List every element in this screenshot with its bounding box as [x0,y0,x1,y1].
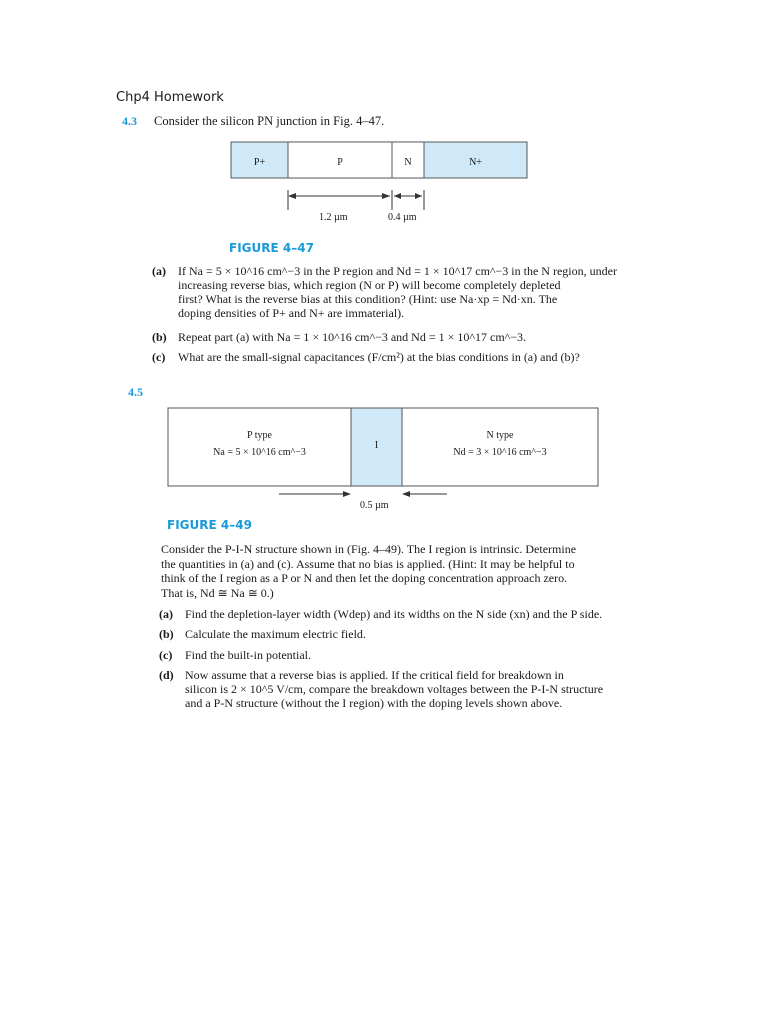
question-4-5-b [159,627,639,641]
question-label: (a) [159,607,173,621]
question-label: (b) [159,627,174,641]
label-n-type: N type [486,430,514,441]
question-4-3-a [152,264,637,320]
problem-4-3-title: Consider the silicon PN junction in Fig. 4–47. [154,114,385,128]
figure-4-47 [230,140,530,230]
question-label: (b) [152,330,167,344]
problem-4-5-number: 4.5 [128,385,143,399]
label-p: P [337,157,343,168]
dimension-1-2um: 1.2 µm [319,212,348,223]
question-text: Find the depletion-layer width (Wdep) and its widths on the N side (xn) and the P side. [185,607,603,621]
figure-4-47-caption: FIGURE 4–47 [229,241,314,255]
label-n: N [404,157,412,168]
question-4-5-d [159,668,649,710]
question-4-3-c [152,350,642,364]
dimension-0-5um: 0.5 µm [360,500,389,511]
question-text: Repeat part (a) with Na = 1 × 10^16 cm^−3 and Nd = 1 × 10^17 cm^−3. [178,330,527,344]
figure-4-49 [167,406,601,510]
question-label: (c) [159,648,173,662]
problem-4-5-intro [161,542,637,600]
question-text: and a P-N structure (without the I region) with the doping levels shown above. [185,696,563,710]
document-title: Chp4 Homework [116,90,224,105]
label-i: I [374,440,379,451]
problem-4-3-number: 4.3 [122,114,137,128]
intro-line: the quantities in (a) and (c). Assume that no bias is applied. (Hint: It may be helpful to [161,556,575,571]
question-label: (c) [152,350,166,364]
label-p-doping: Na = 5 × 10^16 cm^−3 [213,447,306,458]
question-text: first? What is the reverse bias at this condition? (Hint: use Na·xp = Nd·xn. The [178,292,558,306]
intro-line: That is, Nd ≅ Na ≅ 0.) [161,585,274,600]
question-4-3-b [152,330,637,344]
question-text: increasing reverse bias, which region (N or P) will become completely depleted [178,278,561,292]
label-p-type: P type [247,430,272,441]
dimension-0-4um: 0.4 µm [388,212,417,223]
question-4-5-c [159,648,639,662]
question-text: What are the small-signal capacitances (F/cm²) at the bias conditions in (a) and (b)? [178,350,580,364]
label-p-plus: P+ [253,157,266,168]
question-label: (d) [159,668,174,682]
question-4-5-a [159,607,649,621]
question-text: silicon is 2 × 10^5 V/cm, compare the breakdown voltages between the P-I-N structure [185,682,604,696]
question-text: Find the built-in potential. [185,648,311,662]
question-label: (a) [152,264,166,278]
question-text: Calculate the maximum electric field. [185,627,366,641]
figure-4-49-caption: FIGURE 4–49 [167,518,252,532]
label-n-plus: N+ [469,157,482,168]
question-text: Now assume that a reverse bias is applied. If the critical field for breakdown in [185,668,564,682]
intro-line: Consider the P-I-N structure shown in (Fig. 4–49). The I region is intrinsic. Determine [161,542,577,556]
label-n-doping: Nd = 3 × 10^16 cm^−3 [453,447,547,458]
question-text: doping densities of P+ and N+ are immaterial). [178,306,405,320]
question-text: If Na = 5 × 10^16 cm^−3 in the P region and Nd = 1 × 10^17 cm^−3 in the N region, under [178,264,617,278]
intro-line: think of the I region as a P or N and then let the doping concentration approach zero. [161,571,568,585]
